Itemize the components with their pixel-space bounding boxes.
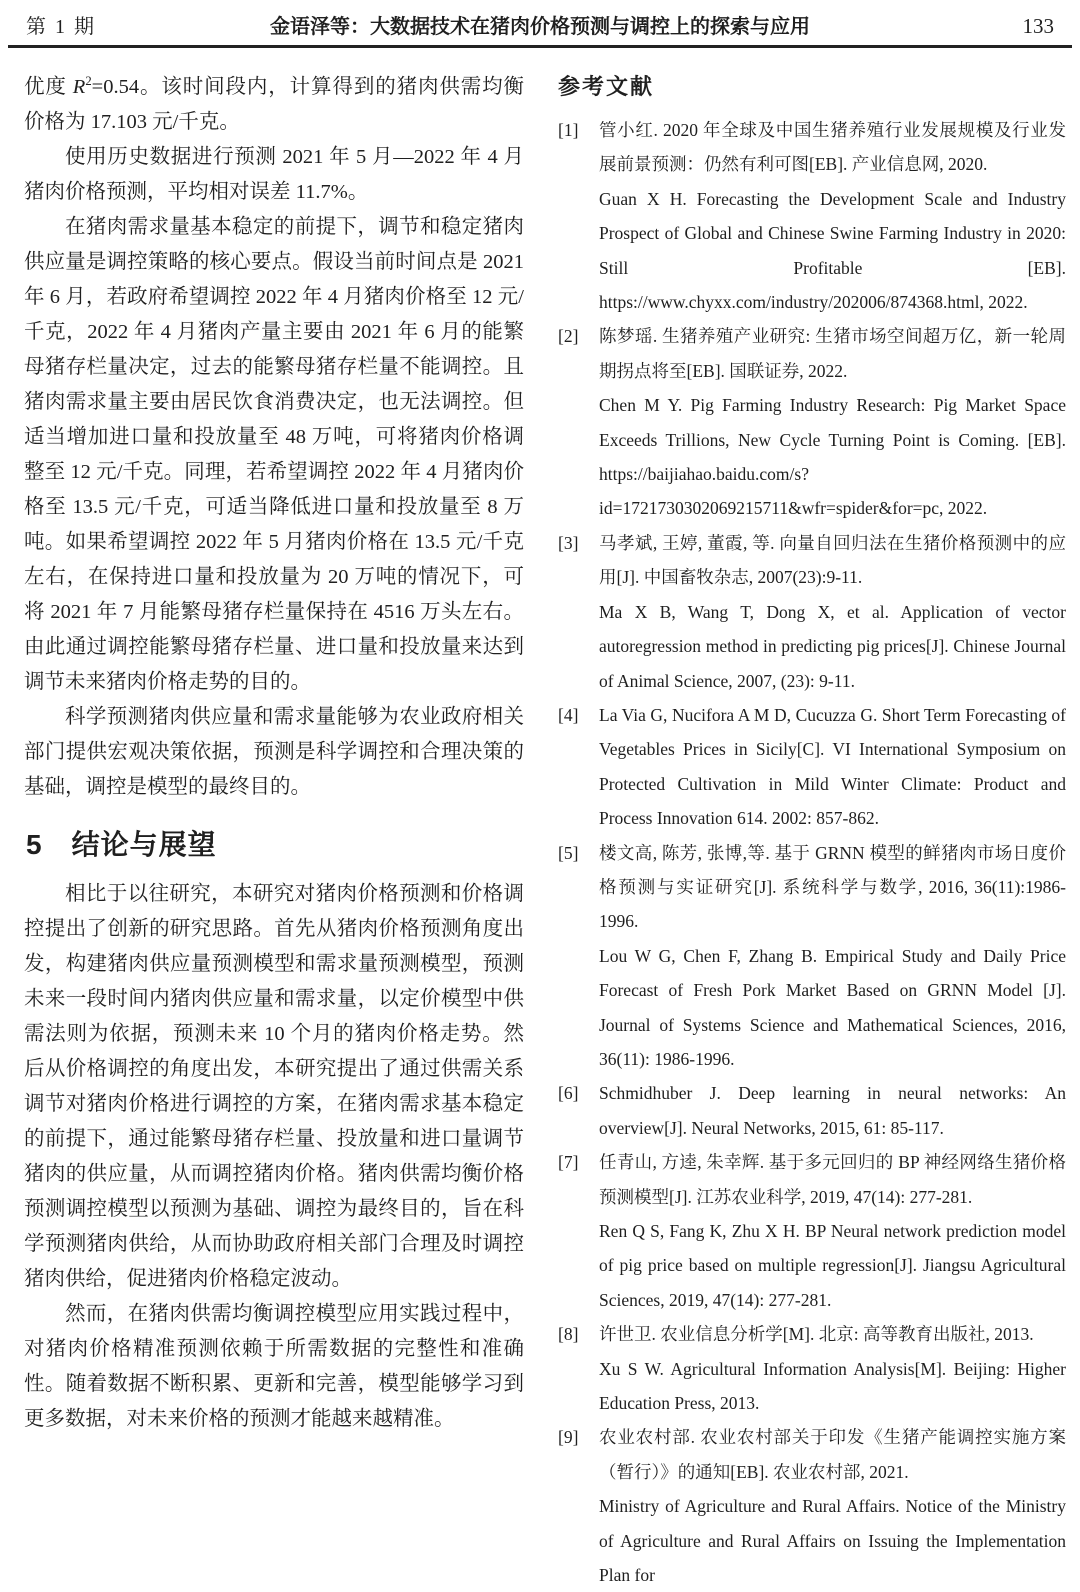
section-number: 5: [26, 829, 42, 860]
reference-body: [599, 526, 1066, 698]
reference-body: [599, 1317, 1066, 1420]
text-segment: 相比于以往研究，本研究对猪肉价格预测和价格调控提出了创新的研究思路。首先从猪肉价格预测角度出发，构建猪肉供应量预测模型和需求量预测模型，预测未来一段时间内猪肉供应量和需求量，以定价模型中供需法则为依据，预测未来 10 个月的猪肉价格走势。然后从价格调控的角度出发，本研究提出了通过供需关系调节对猪肉价格进行调控的方案，在猪肉需求基本稳定的前提下，通过能繁母猪存栏量、投放量和进口量调节猪肉的供应量，从而调控猪肉价格。猪肉供需均衡价格预测调控模型以预测为基础、调控为最终目的，旨在科学预测猪肉供给，从而协助政府相关部门合理及时调控猪肉供给，促进猪肉价格稳定波动。: [24, 883, 524, 1290]
page-number: 133: [1022, 14, 1054, 38]
reference-body: [599, 1145, 1066, 1317]
reference-label: [8]: [558, 1324, 579, 1345]
right-column: [558, 70, 1066, 1592]
reference-label: [7]: [558, 1152, 579, 1173]
text-segment: =0.54。该时间段内，计算得到的猪肉供需均衡价格为 17.103 元/千克。: [24, 76, 525, 133]
reference-text: La Via G, Nucifora A M D, Cucuzza G. Short Term Forecasting of Vegetables Prices in Sicily[C]. VI International Symposium on Protected Cultivation in Mild Winter Climate: Product and Process Innovation 614. 2002: 857-862.: [599, 704, 1066, 829]
references-list: [558, 113, 1066, 1592]
reference-text: Ma X B, Wang T, Dong X, et al. Application of vector autoregression method in predicting pig prices[J]. Chinese Journal of Animal Science, 2007, (23): 9-11.: [599, 601, 1066, 691]
reference-body: [599, 113, 1066, 319]
reference-text: Ministry of Agriculture and Rural Affairs. Notice of the Ministry of Agriculture and Rural Affairs on Issuing the Implementation Plan for: [599, 1496, 1066, 1586]
reference-text: Xu S W. Agricultural Information Analysis[M]. Beijing: Higher Education Press, 2013.: [599, 1358, 1066, 1414]
reference-text: Schmidhuber J. Deep learning in neural networks: An overview[J]. Neural Networks, 2015, 61: 85-117.: [599, 1083, 1066, 1138]
reference-label: [1]: [558, 120, 579, 140]
reference-item: [558, 1145, 1066, 1317]
text-segment: 然而，在猪肉供需均衡调控模型应用实践过程中，对猪肉价格精准预测依赖于所需数据的完整性和准确性。随着数据不断积累、更新和完善，模型能够学习到更多数据，对未来价格的预测才能越来越精准。: [24, 1303, 524, 1430]
paragraph: [24, 877, 524, 1297]
text-segment-sup: 2: [85, 74, 92, 89]
section-title: 结论与展望: [71, 829, 217, 860]
paragraph: [24, 700, 524, 805]
reference-label: [2]: [558, 326, 579, 347]
reference-text: Guan X H. Forecasting the Development Scale and Industry Prospect of Global and Chinese Swine Farming Industry in 2020: Still Profitable [EB]. https://www.chyxx.com/industry/202006/874368.html, 2022.: [599, 188, 1066, 313]
reference-body: [599, 836, 1066, 1077]
text-segment: 在猪肉需求量基本稳定的前提下，调节和稳定猪肉供应量是调控策略的核心要点。假设当前时间点是 2021 年 6 月，若政府希望调控 2022 年 4 月猪肉价格至 12 元/千克，2022 年 4 月猪肉产量主要由 2021 年 6 月的能繁母猪存栏量决定，过去的能繁母猪存栏量不能调控。且猪肉需求量主要由居民饮食消费决定，也无法调控。但适当增加进口量和投放量至 48 万吨，可将猪肉价格调整至 12 元/千克。同理，若希望调控 2022 年 4 月猪肉价格至 13.5 元/千克，可适当降低进口量和投放量至 8 万吨。如果希望调控 2022 年 5 月猪肉价格在 13.5 元/千克左右，在保持进口量和投放量为 20 万吨的情况下，可将 2021 年 7 月能繁母猪存栏量保持在 4516 万头左右。由此通过调控能繁母猪存栏量、进口量和投放量来达到调节未来猪肉价格走势的目的。: [24, 216, 524, 693]
running-title: 金语泽等：大数据技术在猪肉价格预测与调控上的探索与应用: [270, 16, 810, 38]
reference-body: [599, 698, 1066, 836]
reference-item: [558, 1317, 1066, 1420]
reference-text: 许世卫. 农业信息分析学[M]. 北京: 高等教育出版社, 2013.: [599, 1324, 1034, 1345]
reference-body: [599, 1076, 1066, 1145]
section-heading: [26, 823, 524, 863]
reference-text: 农业农村部. 农业农村部关于印发《生猪产能调控实施方案（暂行）》的通知[EB]. 农业农村部, 2021.: [599, 1427, 1066, 1482]
reference-item: [558, 1076, 1066, 1145]
reference-item: [558, 836, 1066, 1077]
paragraph: [24, 70, 524, 140]
reference-item: [558, 526, 1066, 698]
reference-body: [599, 319, 1066, 525]
reference-text: 马孝斌, 王婷, 董霞, 等. 向量自回归法在生猪价格预测中的应用[J]. 中国畜牧杂志, 2007(23):9-11.: [599, 532, 1066, 588]
paragraph: [24, 210, 524, 700]
text-segment: 科学预测猪肉供应量和需求量能够为农业政府相关部门提供宏观决策依据，预测是科学调控和合理决策的基础，调控是模型的最终目的。: [24, 706, 524, 798]
reference-label: [3]: [558, 532, 579, 553]
reference-text: 任青山, 方逵, 朱幸辉. 基于多元回归的 BP 神经网络生猪价格预测模型[J]. 江苏农业科学, 2019, 47(14): 277-281.: [599, 1152, 1066, 1207]
reference-label: [6]: [558, 1083, 579, 1104]
reference-text: Chen M Y. Pig Farming Industry Research: Pig Market Space Exceeds Trillions, New Cycle Turning Point is Coming. [EB]. https://baijiahao.baidu.com/s?id=1721730302069215711&wfr=spider&for=pc, 2022.: [599, 395, 1066, 519]
reference-text: Ren Q S, Fang K, Zhu X H. BP Neural network prediction model of pig price based on multiple regression[J]. Jiangsu Agricultural Sciences, 2019, 47(14): 277-281.: [599, 1221, 1066, 1310]
reference-item: [558, 698, 1066, 836]
reference-item: [558, 113, 1066, 319]
reference-item: [558, 319, 1066, 525]
reference-body: [599, 1420, 1066, 1592]
journal-issue: 第 1 期: [26, 16, 96, 38]
left-column: [24, 70, 524, 1592]
reference-item: [558, 1420, 1066, 1592]
page-header: [0, 0, 1080, 43]
reference-label: [4]: [558, 704, 579, 725]
paragraph: [24, 1297, 524, 1437]
text-segment: 优度: [24, 76, 73, 98]
reference-text: 陈梦瑶. 生猪养殖产业研究: 生猪市场空间超万亿，新一轮周期拐点将至[EB]. 国联证券, 2022.: [599, 326, 1066, 381]
paragraph: [24, 140, 524, 210]
references-heading: 参考文献: [558, 74, 655, 99]
text-segment: 使用历史数据进行预测 2021 年 5 月—2022 年 4 月猪肉价格预测，平均相对误差 11.7%。: [24, 146, 524, 203]
reference-label: [9]: [558, 1427, 579, 1448]
reference-text: Lou W G, Chen F, Zhang B. Empirical Study and Daily Price Forecast of Fresh Pork Market Based on GRNN Model [J]. Journal of Systems Science and Mathematical Sciences, 2016, 36(11): 1986-1996.: [599, 945, 1066, 1069]
reference-text: 楼文高, 陈芳, 张博,等. 基于 GRNN 模型的鲜猪肉市场日度价格预测与实证研究[J]. 系统科学与数学, 2016, 36(11):1986-1996.: [599, 842, 1066, 932]
reference-label: [5]: [558, 842, 579, 863]
text-segment-italic: R: [72, 76, 86, 98]
page-body: [0, 48, 1080, 1592]
reference-text: 管小红. 2020 年全球及中国生猪养殖行业发展规模及行业发展前景预测：仍然有利可图[EB]. 产业信息网, 2020.: [599, 120, 1066, 175]
